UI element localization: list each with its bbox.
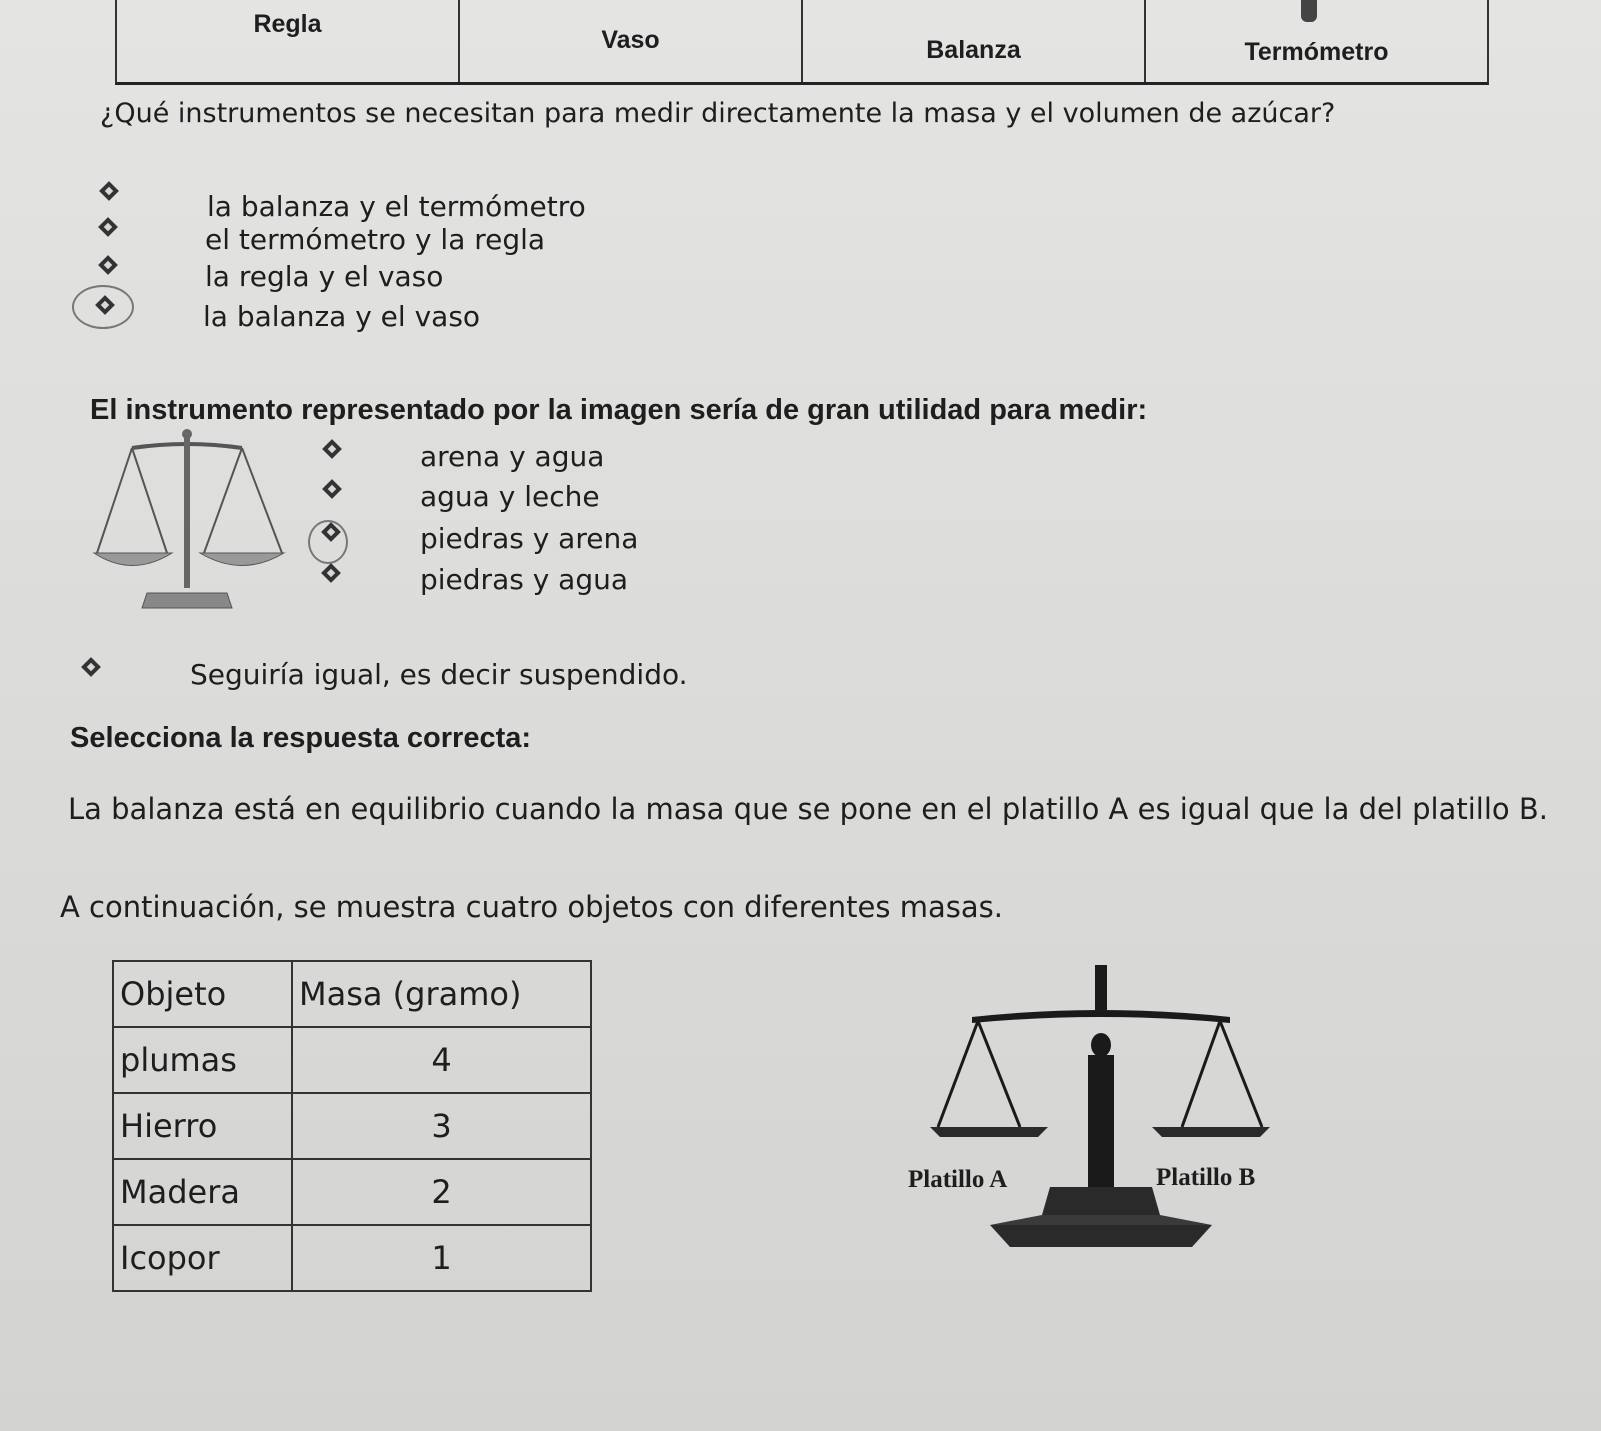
thermometer-icon [1301, 0, 1317, 22]
section3-paragraph2: A continuación, se muestra cuatro objetos con diferentes masas. [60, 890, 1003, 924]
q2-option-3[interactable]: piedras y arena [420, 522, 639, 555]
object-cell: plumas [113, 1027, 292, 1093]
balance-scale-image [92, 428, 292, 613]
table-row [113, 1027, 591, 1093]
instrument-label: Vaso [601, 26, 660, 54]
option-bullet-icon [98, 255, 118, 275]
stray-option[interactable]: Seguiría igual, es decir suspendido. [190, 658, 688, 691]
instrument-cell [460, 0, 803, 82]
platillo-b-label: Platillo B [1156, 1164, 1256, 1191]
q2-option-1[interactable]: arena y agua [420, 440, 605, 473]
object-cell: Icopor [113, 1225, 292, 1291]
q1-option-3[interactable]: la regla y el vaso [205, 260, 444, 293]
section3-paragraph1: La balanza está en equilibrio cuando la masa que se pone en el platillo A es igual que la del platillo B. [68, 792, 1548, 826]
mass-table [112, 960, 592, 1292]
q1-option-1[interactable]: la balanza y el termómetro [207, 190, 586, 223]
mass-cell: 2 [292, 1159, 591, 1225]
table-row [113, 1225, 591, 1291]
question2-title: El instrumento representado por la imagen sería de gran utilidad para medir: [90, 394, 1148, 426]
section3-title: Selecciona la respuesta correcta: [70, 722, 532, 754]
balance-figure [930, 965, 1290, 1255]
q1-option-2[interactable]: el termómetro y la regla [205, 223, 546, 256]
option-bullet-icon [322, 479, 342, 499]
object-cell: Hierro [113, 1093, 292, 1159]
instrument-label: Termómetro [1244, 38, 1389, 66]
table-header-row [113, 961, 591, 1027]
q1-option-4[interactable]: la balanza y el vaso [203, 300, 481, 333]
instruments-table [115, 0, 1489, 85]
table-row [113, 1093, 591, 1159]
option-bullet-icon [322, 439, 342, 459]
mass-cell: 3 [292, 1093, 591, 1159]
option-bullet-icon [99, 181, 119, 201]
mass-cell: 1 [292, 1225, 591, 1291]
option-bullet-icon [321, 563, 341, 583]
option-bullet-icon [98, 217, 118, 237]
q2-option-4[interactable]: piedras y agua [420, 563, 629, 596]
mass-cell: 4 [292, 1027, 591, 1093]
instrument-label: Balanza [926, 36, 1021, 64]
instrument-cell [117, 0, 460, 82]
question1-text: ¿Qué instrumentos se necesitan para medir directamente la masa y el volumen de azúcar? [100, 98, 1336, 129]
header-cell-mass: Masa (gramo) [292, 961, 591, 1027]
instrument-cell [1146, 0, 1487, 82]
instrument-label: Regla [253, 10, 322, 38]
header-cell-object: Objeto [113, 961, 292, 1027]
instrument-cell [803, 0, 1146, 82]
q2-option-2[interactable]: agua y leche [420, 480, 600, 513]
option-bullet-icon [81, 657, 101, 677]
platillo-a-label: Platillo A [908, 1166, 1008, 1193]
table-row [113, 1159, 591, 1225]
object-cell: Madera [113, 1159, 292, 1225]
